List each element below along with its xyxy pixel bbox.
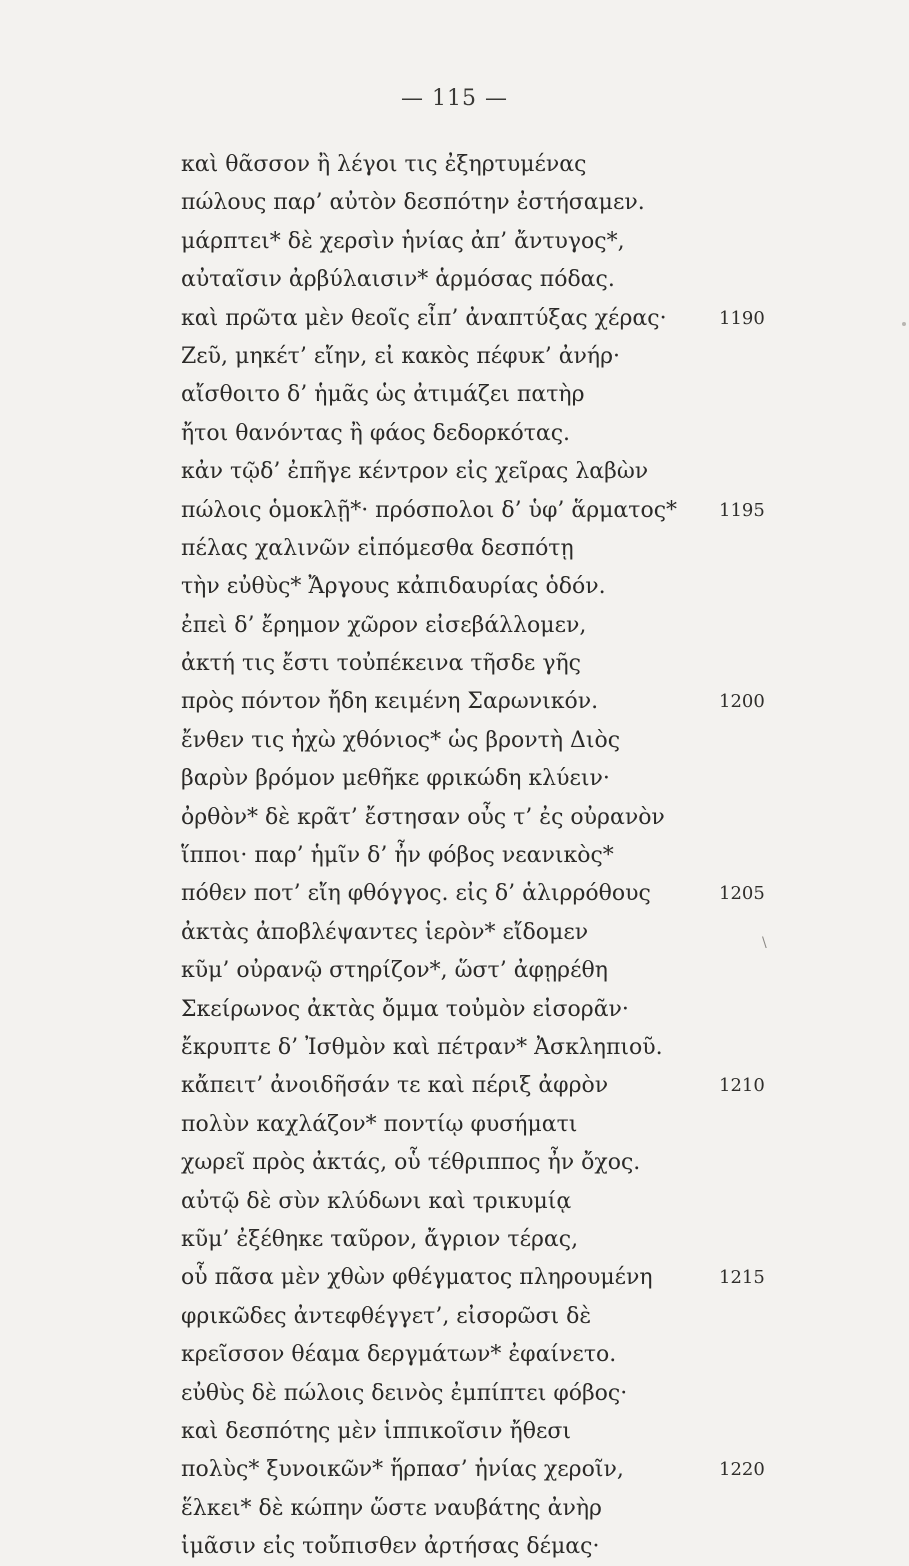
page-number: — 115 — (401, 86, 508, 111)
verse-line (181, 300, 801, 338)
verse-text: ἤτοι θανόντας ἢ φάος δεδορκότας. (181, 420, 571, 446)
verse-text: πρὸς πόντον ἤδη κειμένη Σαρωνικόν. (181, 689, 599, 715)
verse-line (181, 799, 801, 837)
verse-text: ἕλκει* δὲ κώπην ὥστε ναυβάτης ἀνὴρ (181, 1495, 602, 1521)
verse-text: κἄπειτ’ ἀνοιδῆσάν τε καὶ πέριξ ἀφρὸν (181, 1073, 609, 1099)
verse-line (181, 453, 801, 491)
verse-line (181, 914, 801, 952)
verse-line (181, 991, 801, 1029)
verse-text: πέλας χαλινῶν εἱπόμεσθα δεσπότῃ (181, 535, 574, 561)
verse-line (181, 146, 801, 184)
verse-line (181, 1029, 801, 1067)
verse-text: πώλους παρ’ αὐτὸν δεσπότην ἐστήσαμεν. (181, 190, 645, 216)
verse-number: 1210 (719, 1075, 765, 1097)
verse-line (181, 1183, 801, 1221)
verse-number: 1200 (719, 691, 765, 713)
verse-line (181, 683, 801, 721)
margin-stroke-mark: \ (762, 935, 767, 951)
verse-text: πολὺς* ξυνοικῶν* ἥρπασ’ ἡνίας χεροῖν, (181, 1457, 624, 1483)
verse-line (181, 1375, 801, 1413)
verse-line (181, 261, 801, 299)
verse-text: ὀρθὸν* δὲ κρᾶτ’ ἔστησαν οὖς τ’ ἐς οὐρανὸν (181, 804, 665, 830)
verse-text: ἐπεὶ δ’ ἔρημον χῶρον εἰσεβάλλομεν, (181, 612, 587, 638)
verse-line (181, 530, 801, 568)
verse-line (181, 1451, 801, 1489)
verse-text: πόθεν ποτ’ εἴη φθόγγος. εἰς δ’ ἁλιρρόθους (181, 881, 651, 907)
verse-text: κῦμ’ ἐξέθηκε ταῦρον, ἄγριον τέρας, (181, 1226, 579, 1252)
verse-text: αὐταῖσιν ἀρβύλαισιν* ἁρμόσας πόδας. (181, 267, 615, 293)
verse-line (181, 338, 801, 376)
verse-text: ἵπποι· παρ’ ἡμῖν δ’ ἦν φόβος νεανικὸς* (181, 843, 614, 869)
verse-line (181, 1413, 801, 1451)
verse-line (181, 1490, 801, 1528)
verse-text: μάρπτει* δὲ χερσὶν ἡνίας ἀπ’ ἄντυγος*, (181, 228, 625, 254)
verse-line (181, 1067, 801, 1105)
verse-line (181, 223, 801, 261)
verse-list (181, 146, 801, 1566)
verse-line (181, 1221, 801, 1259)
verse-text: ἔνθεν τις ἠχὼ χθόνιος* ὡς βροντὴ Διὸς (181, 727, 621, 753)
verse-text: κρεῖσσον θέαμα δεργμάτων* ἐφαίνετο. (181, 1342, 617, 1368)
verse-line (181, 645, 801, 683)
verse-text: ἀκτή τις ἔστι τοὐπέκεινα τῆσδε γῆς (181, 651, 581, 677)
verse-number: 1220 (719, 1459, 765, 1481)
verse-text: πολὺν καχλάζον* ποντίῳ φυσήματι (181, 1111, 578, 1137)
verse-line (181, 415, 801, 453)
verse-line (181, 760, 801, 798)
paper-speck (902, 322, 906, 326)
verse-number: 1195 (719, 499, 765, 521)
verse-text: φρικῶδες ἀντεφθέγγετ’, εἰσορῶσι δὲ (181, 1303, 592, 1329)
verse-line (181, 1528, 801, 1566)
verse-line (181, 1259, 801, 1297)
verse-line (181, 952, 801, 990)
verse-line (181, 837, 801, 875)
verse-line (181, 1106, 801, 1144)
verse-line (181, 568, 801, 606)
verse-text: Ζεῦ, μηκέτ’ εἴην, εἰ κακὸς πέφυκ’ ἀνήρ· (181, 343, 621, 369)
verse-text: ἔκρυπτε δ’ Ἰσθμὸν καὶ πέτραν* Ἀσκληπιοῦ. (181, 1034, 663, 1060)
verse-text: χωρεῖ πρὸς ἀκτάς, οὗ τέθριππος ἦν ὄχος. (181, 1150, 641, 1176)
verse-text: τὴν εὐθὺς* Ἄργους κἀπιδαυρίας ὁδόν. (181, 574, 606, 600)
verse-line (181, 1298, 801, 1336)
verse-text: οὗ πᾶσα μὲν χθὼν φθέγματος πληρουμένη (181, 1265, 653, 1291)
verse-line (181, 875, 801, 913)
verse-text: ἀκτὰς ἀποβλέψαντες ἱερὸν* εἴδομεν (181, 919, 589, 945)
verse-text: καὶ πρῶτα μὲν θεοῖς εἶπ’ ἀναπτύξας χέρας· (181, 305, 667, 331)
verse-number: 1215 (719, 1267, 765, 1289)
verse-text: αἴσθοιτο δ’ ἡμᾶς ὡς ἀτιμάζει πατὴρ (181, 382, 585, 408)
verse-line (181, 376, 801, 414)
verse-text: βαρὺν βρόμον μεθῆκε φρικώδη κλύειν· (181, 766, 610, 792)
verse-line (181, 184, 801, 222)
verse-line (181, 1144, 801, 1182)
verse-text: καὶ θᾶσσον ἢ λέγοι τις ἐξηρτυμένας (181, 152, 587, 177)
verse-line (181, 607, 801, 645)
verse-text: κἀν τῷδ’ ἐπῆγε κέντρον εἰς χεῖρας λαβὼν (181, 459, 649, 485)
verse-line (181, 722, 801, 760)
verse-number: 1205 (719, 883, 765, 905)
verse-text: πώλοις ὁμοκλῇ*· πρόσπολοι δ’ ὑφ’ ἅρματος* (181, 497, 678, 523)
verse-text: Σκείρωνος ἀκτὰς ὄμμα τοὐμὸν εἰσορᾶν· (181, 996, 629, 1022)
verse-text: ἱμᾶσιν εἰς τοὔπισθεν ἀρτήσας δέμας· (181, 1534, 600, 1560)
verse-text: εὐθὺς δὲ πώλοις δεινὸς ἐμπίπτει φόβος· (181, 1380, 628, 1406)
verse-number: 1190 (719, 307, 765, 329)
verse-line (181, 492, 801, 530)
verse-text: καὶ δεσπότης μὲν ἱππικοῖσιν ἤθεσι (181, 1418, 571, 1444)
verse-text: κῦμ’ οὐρανῷ στηρίζον*, ὥστ’ ἀφῃρέθη (181, 958, 608, 984)
verse-text: αὐτῷ δὲ σὺν κλύδωνι καὶ τρικυμίᾳ (181, 1188, 572, 1214)
verse-line (181, 1336, 801, 1374)
